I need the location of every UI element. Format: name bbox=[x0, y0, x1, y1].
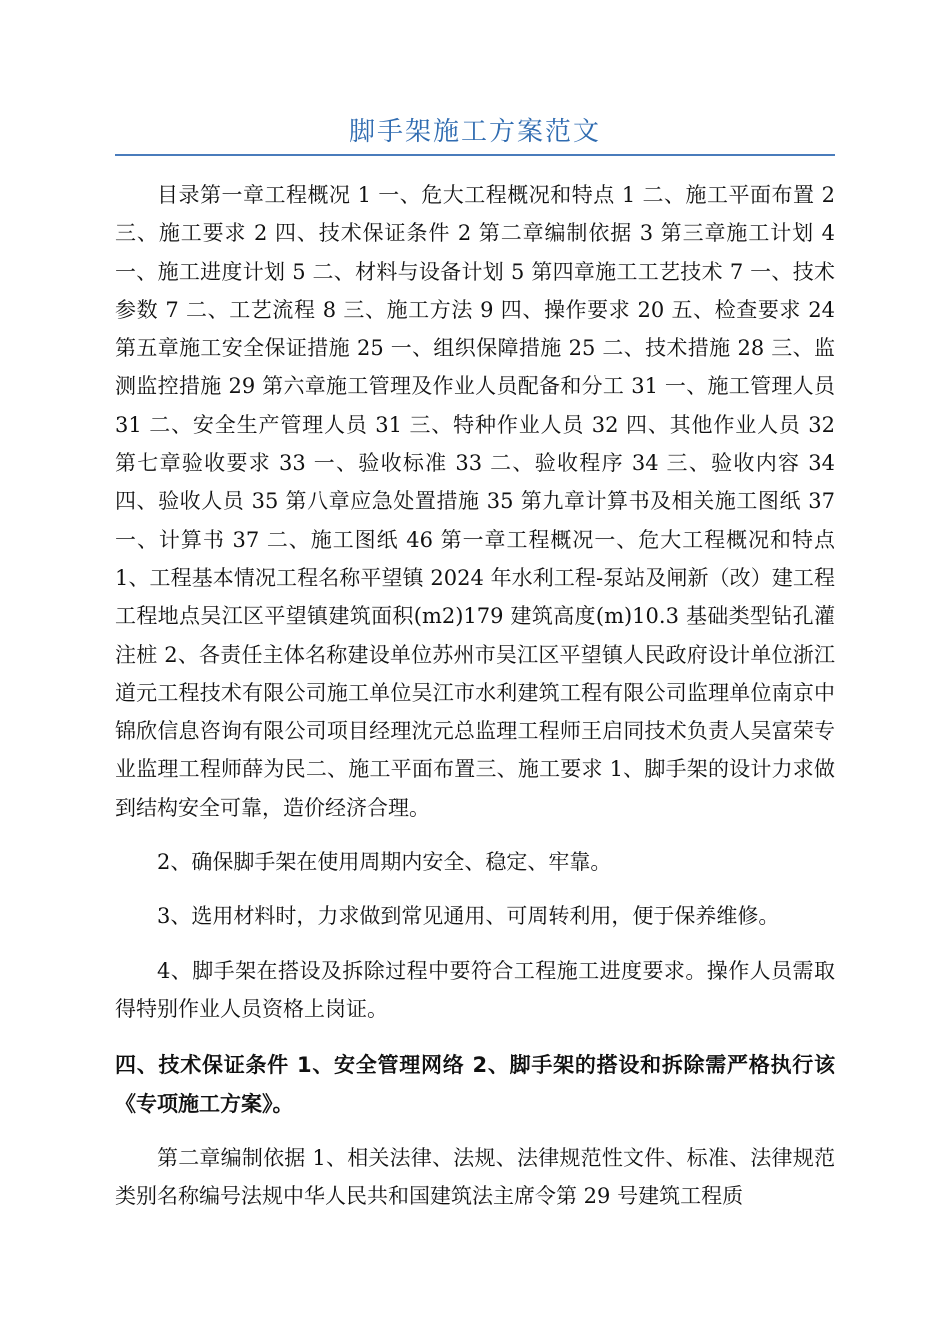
paragraph-requirement-2: 2、确保脚手架在使用周期内安全、稳定、牢靠。 bbox=[157, 850, 612, 875]
section-heading-technical-guarantee: 四、技术保证条件 1、安全管理网络 2、脚手架的搭设和拆除需严格执行该《专项施工方案》。 bbox=[115, 1053, 835, 1116]
paragraph-requirement-3: 3、选用材料时，力求做到常见通用、可周转利用，便于保养维修。 bbox=[157, 904, 780, 929]
title-underline bbox=[115, 154, 835, 156]
document-body bbox=[115, 176, 835, 1215]
paragraph-toc-overview: 目录第一章工程概况 1 一、危大工程概况和特点 1 二、施工平面布置 2 三、施工要求 2 四、技术保证条件 2 第二章编制依据 3 第三章施工计划 4 一、施工进度计划 5 二、材料与设备计划 5 第四章施工工艺技术 7 一、技术参数 7 二、工艺流程 8 三、施工方法 9 四、操作要求 20 五、检查要求 24 第五章施工安全保证措施 25 一、组织保障措施 25 二、技术措施 28 三、监测监控措施 29 第六章施工管理及作业人员配备和分工 31 一、施工管理人员 31 二、安全生产管理人员 31 三、特种作业人员 32 四、其他作业人员 32 第七章验收要求 33 一、验收标准 33 二、验收程序 34 三、验收内容 34 四、验收人员 35 第八章应急处置措施 35 第九章计算书及相关施工图纸 37 一、计算书 37 二、施工图纸 46 第一章工程概况一、危大工程概况和特点 1、工程基本情况工程名称平望镇 2024 年水利工程-泵站及闸新（改）建工程工程地点吴江区平望镇建筑面积(m2)179 建筑高度(m)10.3 基础类型钻孔灌注桩 2、各责任主体名称建设单位苏州市吴江区平望镇人民政府设计单位浙江道元工程技术有限公司施工单位吴江市水利建筑工程有限公司监理单位南京中锦欣信息咨询有限公司项目经理沈元总监理工程师王启同技术负责人吴富荣专业监理工程师薛为民二、施工平面布置三、施工要求 1、脚手架的设计力求做到结构安全可靠，造价经济合理。 bbox=[115, 183, 835, 820]
paragraph-compilation-basis: 第二章编制依据 1、相关法律、法规、法律规范性文件、标准、法律规范类别名称编号法规中华人民共和国建筑法主席令第 29 号建筑工程质 bbox=[115, 1145, 835, 1209]
paragraph-requirement-4: 4、脚手架在搭设及拆除过程中要符合工程施工进度要求。操作人员需取得特别作业人员资格上岗证。 bbox=[115, 958, 835, 1021]
document-title: 脚手架施工方案范文 bbox=[348, 117, 601, 147]
